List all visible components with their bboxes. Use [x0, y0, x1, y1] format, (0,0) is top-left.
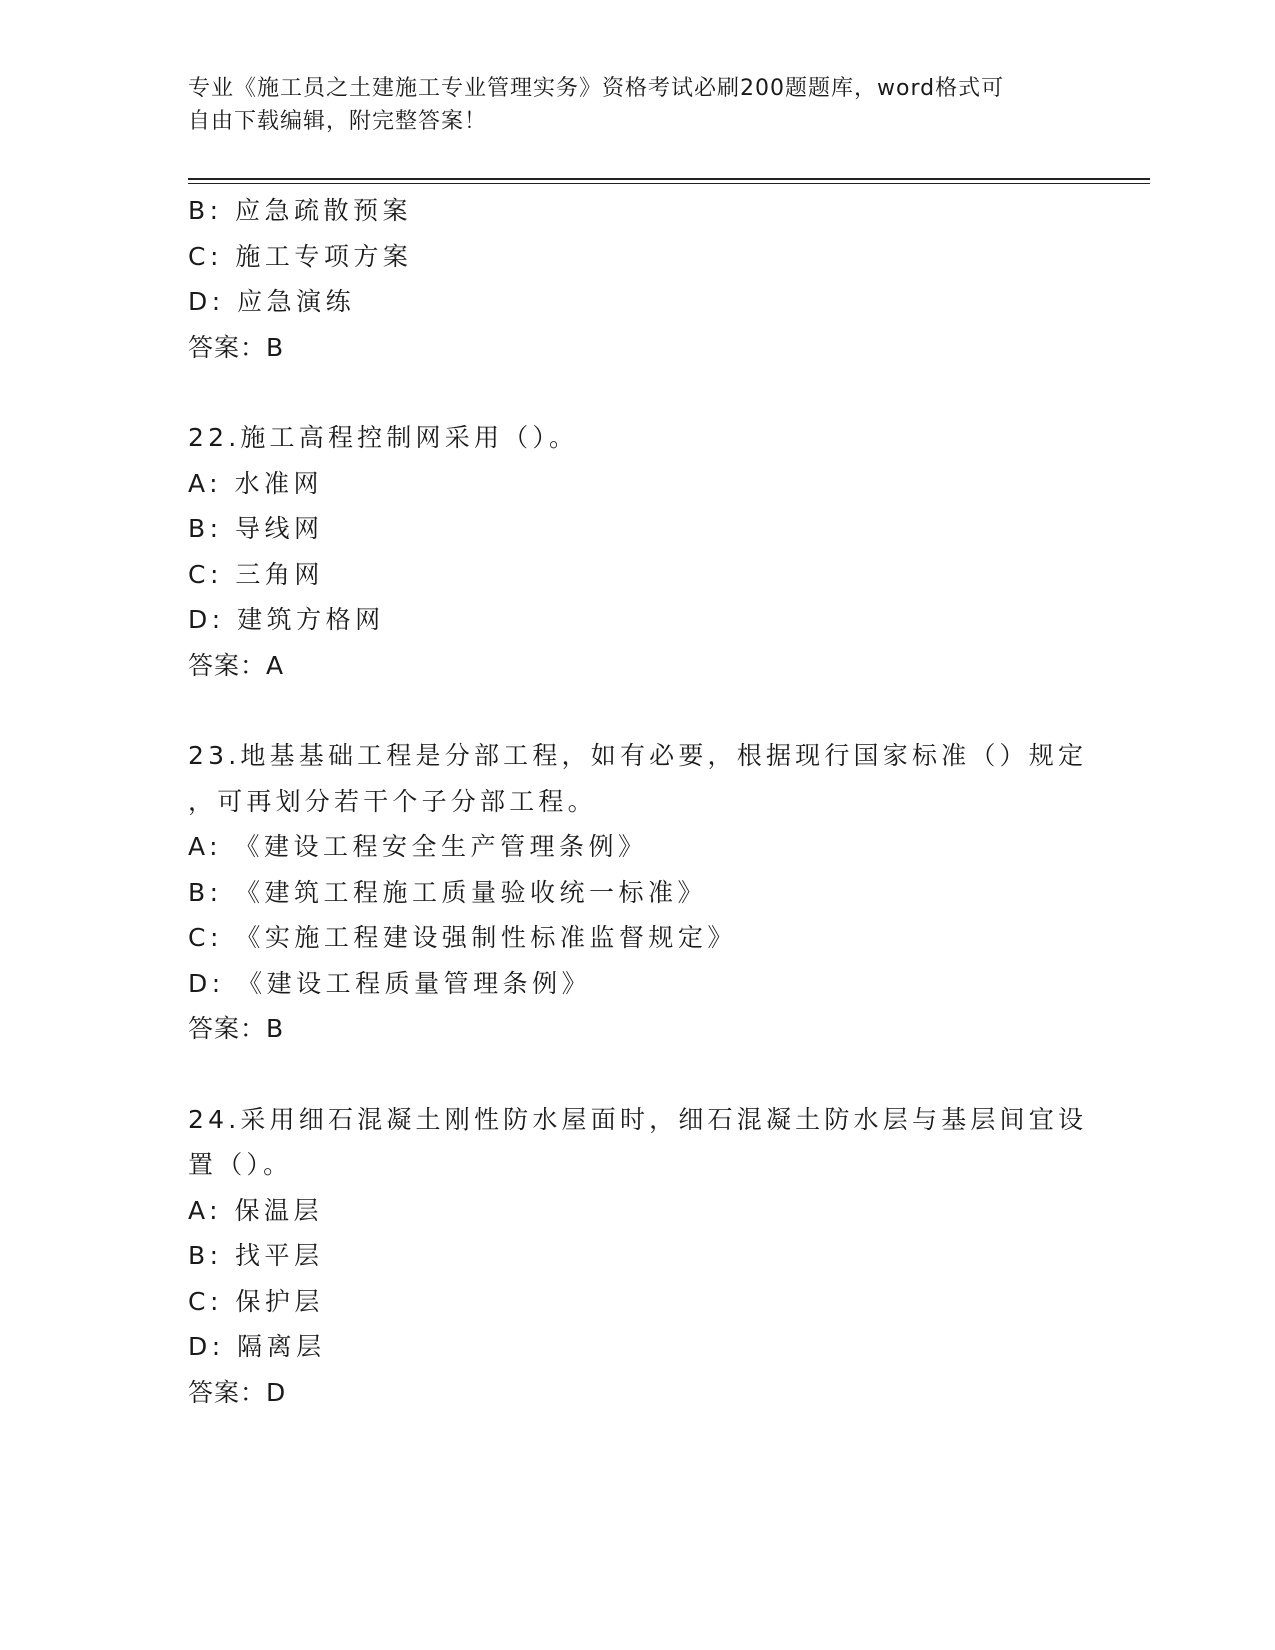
question-21-continued: [188, 188, 1088, 370]
document-header: [188, 72, 1068, 138]
option-b: B: 应急疏散预案: [188, 196, 413, 225]
question-stem: 22.施工高程控制网采用（）。: [188, 423, 579, 452]
question-stem-line-1: 23.地基基础工程是分部工程，如有必要，根据现行国家标准（）规定: [188, 741, 1088, 770]
answer-line: 答案：B: [188, 1014, 285, 1043]
option-a: A: 《建设工程安全生产管理条例》: [188, 832, 648, 861]
answer-line: 答案：B: [188, 332, 285, 362]
question-24: [188, 1097, 1088, 1416]
header-line-2: 自由下载编辑，附完整答案！: [188, 109, 488, 134]
option-c: C: 保护层: [188, 1286, 324, 1316]
question-stem-line-1: 24.采用细石混凝土刚性防水屋面时，细石混凝土防水层与基层间宜设: [188, 1104, 1088, 1134]
option-b: B: 找平层: [188, 1241, 324, 1270]
header-divider-thin: [188, 183, 1150, 184]
option-d: D: 《建设工程质量管理条例》: [188, 968, 592, 998]
answer-line: 答案：A: [188, 650, 285, 680]
option-c: C: 《实施工程建设强制性标准监督规定》: [188, 923, 737, 952]
question-stem-line-2: 置（）。: [188, 1150, 293, 1179]
header-line-1: 专业《施工员之土建施工专业管理实务》资格考试必刷200题题库，word格式可: [188, 76, 1005, 101]
header-divider-thick: [188, 178, 1150, 180]
option-c: C: 施工专项方案: [188, 241, 413, 271]
option-b: B: 《建筑工程施工质量验收统一标准》: [188, 877, 708, 907]
question-list: [188, 188, 1088, 1460]
option-a: A: 保温层: [188, 1195, 324, 1225]
option-d: D: 隔离层: [188, 1332, 326, 1361]
option-a: A: 水准网: [188, 468, 324, 498]
question-stem-line-2: ，可再划分若干个子分部工程。: [188, 786, 597, 816]
option-d: D: 应急演练: [188, 287, 356, 316]
option-c: C: 三角网: [188, 559, 324, 589]
question-22: [188, 415, 1088, 688]
option-b: B: 导线网: [188, 514, 324, 543]
option-d: D: 建筑方格网: [188, 605, 385, 634]
question-23: [188, 733, 1088, 1052]
answer-line: 答案：D: [188, 1377, 287, 1407]
